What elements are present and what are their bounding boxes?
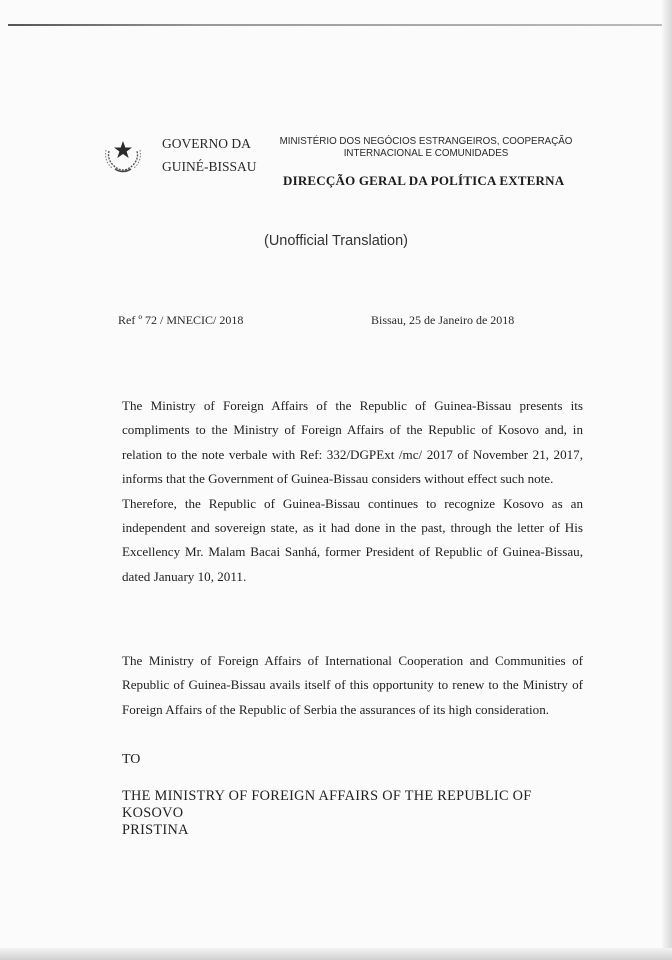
coat-of-arms-icon	[101, 137, 145, 175]
page-shadow-bottom	[0, 948, 672, 960]
recipient-line-1: THE MINISTRY OF FOREIGN AFFAIRS OF THE REPUBLIC OF	[122, 788, 532, 804]
direction-title: DIRECÇÃO GERAL DA POLÍTICA EXTERNA	[283, 173, 565, 188]
recipient-address	[122, 788, 532, 839]
government-line-1: GOVERNO DA	[162, 136, 251, 151]
government-line-2: GUINÉ-BISSAU	[162, 159, 257, 174]
government-name	[162, 132, 257, 178]
to-label: TO	[122, 752, 141, 767]
page-shadow-right	[662, 0, 672, 960]
ministry-line-2: INTERNACIONAL E COMUNIDADES	[343, 148, 509, 159]
paragraph-closing: The Ministry of Foreign Affairs of International Cooperation and Communities of Republic of Guinea-Bissau avails itself of this opportunity to renew to the Ministry of Foreign Affairs of the Republic of Serbia the assurances of its high consideration.	[122, 653, 583, 717]
reference-number: Ref º 72 / MNECIC/ 2018	[118, 313, 244, 327]
scan-edge-line	[8, 24, 662, 26]
place-and-date: Bissau, 25 de Janeiro de 2018	[371, 313, 515, 327]
paragraph-compliments: The Ministry of Foreign Affairs of the Republic of Guinea-Bissau presents its compliments to the Ministry of Foreign Affairs of the Republic of Kosovo and, in relation to the note verbale with Ref: 332/DGPExt /mc/ 2017 of November 21, 2017, informs that the Government of Guinea-Bissau considers without effect such note.	[122, 398, 583, 487]
recipient-line-2: KOSOVO	[122, 805, 184, 821]
ministry-line-1: MINISTÉRIO DOS NEGÓCIOS ESTRANGEIROS, COOPERAÇÃO	[279, 136, 573, 147]
unofficial-translation-label: (Unofficial Translation)	[264, 233, 408, 249]
ministry-name	[268, 136, 584, 160]
letter-body-block-2	[122, 649, 583, 722]
letter-body-block-1	[122, 394, 583, 589]
recipient-line-3: PRISTINA	[122, 822, 189, 838]
paragraph-recognition: Therefore, the Republic of Guinea-Bissau continues to recognize Kosovo as an independent and sovereign state, as it had done in the past, through the letter of His Excellency Mr. Malam Bacai Sanhá, former President of Republic of Guinea-Bissau, dated January 10, 2011.	[122, 495, 583, 584]
